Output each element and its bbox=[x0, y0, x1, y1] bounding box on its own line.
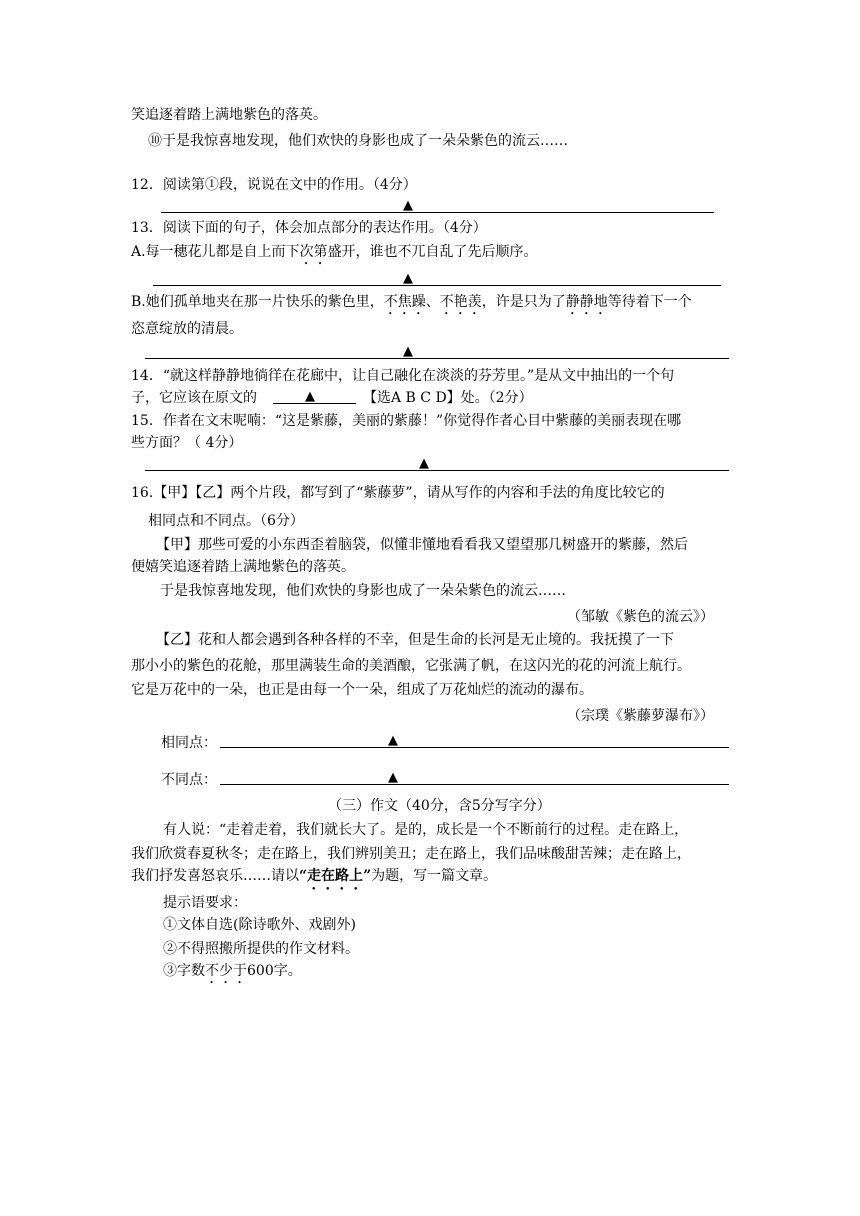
excerpt-yi-line-1: 【乙】花和人都会遇到各种各样的不幸，但是生命的长河是无止境的。我抚摸了一下 bbox=[156, 632, 674, 648]
question-13: 13．阅读下面的句子，体会加点部分的表达作用。（4分） bbox=[131, 220, 487, 236]
excerpt-jia-line-2: 便嬉笑追逐着踏上满地紫色的落英。 bbox=[131, 559, 355, 575]
excerpt-jia-source: （邹敏《紫色的流云》） bbox=[567, 609, 714, 625]
tip-3-text-1: ③字数 bbox=[163, 963, 205, 979]
excerpt-yi-line-3: 它是万花中的一朵，也正是由每一个一朵，组成了万花灿烂的流动的瀑布。 bbox=[131, 682, 593, 698]
answer-marker-13a: ▲ bbox=[403, 271, 413, 286]
excerpt-yi-source: （宗璞《紫藤萝瀑布》） bbox=[567, 708, 714, 724]
tip-2: ②不得照搬所提供的作文材料。 bbox=[163, 941, 359, 957]
composition-prompt-line-3 bbox=[131, 867, 497, 893]
composition-title: 走在路上 bbox=[307, 868, 364, 884]
prompt-text-after: 为题，写一篇文章。 bbox=[371, 868, 498, 884]
excerpt-jia-line-3: 于是我惊喜地发现，他们欢快的身影也成了一朵朵紫色的流云…… bbox=[160, 583, 566, 599]
answer-line-12[interactable] bbox=[161, 212, 714, 213]
sentence-a-text-2: 盛开，谁也不兀自乱了先后顺序。 bbox=[327, 244, 538, 260]
answer-marker-16-same: ▲ bbox=[388, 733, 398, 748]
answer-marker-12: ▲ bbox=[403, 198, 413, 213]
question-13-sentence-b bbox=[131, 293, 692, 318]
answer-line-15[interactable] bbox=[145, 470, 729, 471]
tip-3-dotted: 不少于 bbox=[205, 963, 247, 979]
question-15-line-1: 15．作者在文末呢喃：“这是紫藤，美丽的紫藤！”你觉得作者心目中紫藤的美丽表现在哪 bbox=[131, 413, 682, 429]
answer-marker-15: ▲ bbox=[419, 456, 429, 471]
question-13-sentence-a bbox=[131, 243, 538, 268]
excerpt-jia-line-1: 【甲】那些可爱的小东西歪着脑袋，似懂非懂地看看我又望望那几树盛开的紫藤，然后 bbox=[156, 537, 688, 553]
question-16-line-2: 相同点和不同点。（6分） bbox=[148, 513, 304, 529]
sentence-b-dotted-1: 不焦躁 bbox=[383, 294, 426, 310]
question-12: 12．阅读第①段，说说在文中的作用。（4分） bbox=[131, 177, 417, 193]
sentence-b-text-2: ，许是只为了 bbox=[481, 294, 566, 310]
sentence-b-sep: 、 bbox=[425, 294, 440, 310]
answer-marker-16-diff: ▲ bbox=[388, 770, 398, 785]
tip-3-text-2: 600字。 bbox=[247, 963, 302, 979]
composition-prompt-line-2: 我们欣赏春夏秋冬；走在路上，我们辨别美丑；走在路上，我们品味酸甜苦辣；走在路上， bbox=[131, 846, 691, 862]
sentence-b-dotted-2: 不艳羡 bbox=[439, 294, 482, 310]
passage-line-2: ⑩于是我惊喜地发现，他们欢快的身影也成了一朵朵紫色的流云…… bbox=[148, 133, 568, 149]
answer-line-16-same[interactable] bbox=[220, 747, 729, 748]
title-quote-open: “ bbox=[299, 868, 308, 884]
sentence-b-text-1: B.她们孤单地夹在那一片快乐的紫色里， bbox=[131, 294, 384, 310]
answer-marker-14: ▲ bbox=[305, 389, 315, 404]
composition-heading: （三）作文（40分，含5分写字分） bbox=[328, 798, 551, 814]
question-14-text-2: 【选A B C D】处。（2分） bbox=[363, 390, 533, 406]
tips-heading: 提示语要求： bbox=[163, 895, 247, 911]
composition-prompt-line-1: 有人说：“走着走着，我们就长大了。是的，成长是一个不断前行的过程。走在路上， bbox=[163, 822, 689, 838]
answer-line-16-diff[interactable] bbox=[220, 784, 729, 785]
same-points-label: 相同点： bbox=[161, 735, 217, 751]
question-14-line-1: 14．“就这样静静地徜徉在花廊中，让自己融化在淡淡的芬芳里。”是从文中抽出的一个句 bbox=[131, 368, 675, 384]
tip-1: ①文体自选(除诗歌外、戏剧外) bbox=[163, 917, 356, 933]
excerpt-yi-line-2: 那小小的紫色的花舱，那里满装生命的美酒酿，它张满了帆，在这闪光的花的河流上航行。 bbox=[131, 658, 691, 674]
sentence-a-dotted: 次第 bbox=[299, 244, 328, 260]
tip-3 bbox=[163, 962, 302, 987]
diff-points-label: 不同点： bbox=[161, 772, 217, 788]
question-15-line-2: 些方面？（ 4分） bbox=[131, 435, 243, 451]
prompt-text-before: 我们抒发喜怒哀乐……请以 bbox=[131, 868, 299, 884]
question-14-line-2 bbox=[131, 389, 257, 407]
passage-line-1: 笑追逐着踏上满地紫色的落英。 bbox=[131, 107, 327, 123]
sentence-b-text-3: 等待着下一个 bbox=[607, 294, 692, 310]
answer-line-13b[interactable] bbox=[145, 358, 729, 359]
sentence-a-text-1: A.每一穗花儿都是自上而下 bbox=[131, 244, 300, 260]
answer-line-13a[interactable] bbox=[153, 285, 721, 286]
title-quote-close: ” bbox=[363, 868, 372, 884]
sentence-b-dotted-3: 静静地 bbox=[565, 294, 608, 310]
question-14-text-1: 子，它应该在原文的 bbox=[131, 390, 257, 406]
answer-marker-13b: ▲ bbox=[403, 344, 413, 359]
question-13-sentence-b-line-2: 恣意绽放的清晨。 bbox=[131, 321, 243, 337]
question-16-line-1: 16.【甲】【乙】两个片段，都写到了“紫藤萝”，请从写作的内容和手法的角度比较它的 bbox=[131, 485, 665, 501]
